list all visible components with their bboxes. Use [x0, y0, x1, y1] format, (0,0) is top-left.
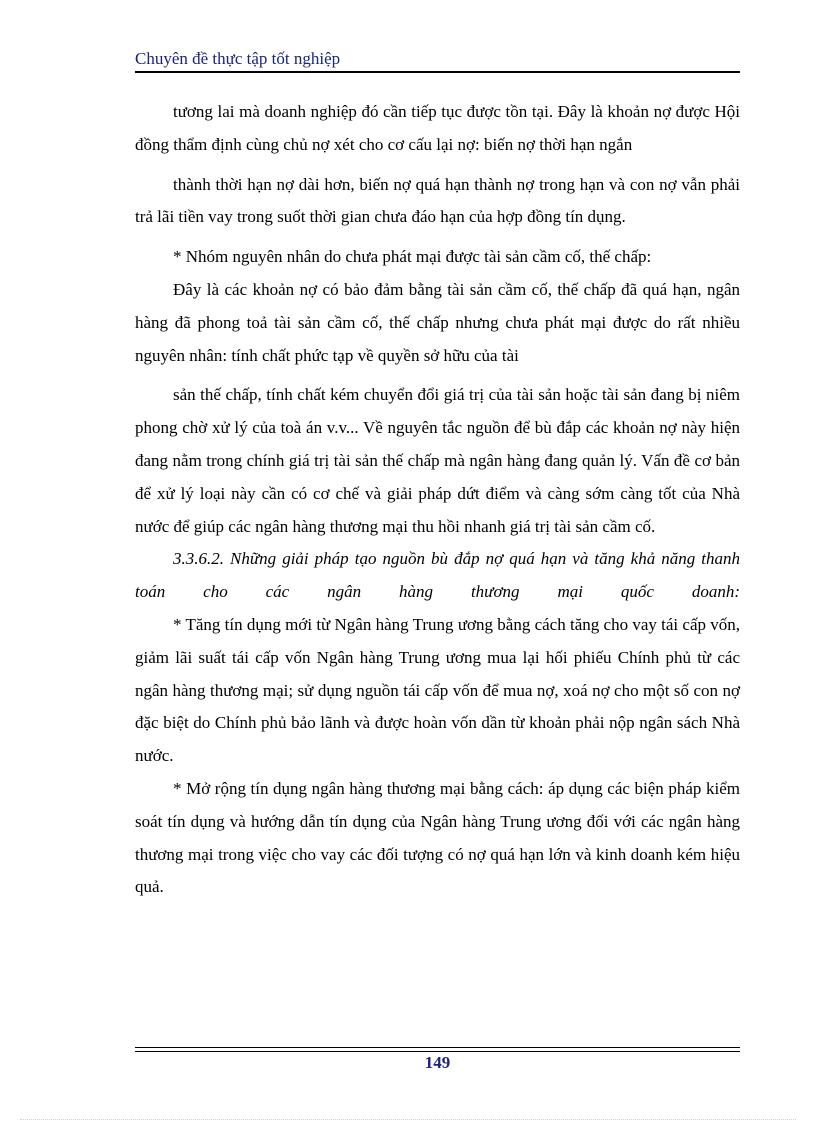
paragraph-7: * Mở rộng tín dụng ngân hàng thương mại bằng cách: áp dụng các biện pháp kiểm soát tín dụng và hướng dẫn tín dụng của Ngân hàng Trung ương đối với các ngân hàng thương mại trong việc cho vay các đối tượng có nợ quá hạn lớn và kinh doanh kém hiệu quả.: [135, 778, 740, 897]
paragraph-4: Đây là các khoản nợ có bảo đảm bằng tài sản cầm cố, thế chấp đã quá hạn, ngân hàng đã phong toả tài sản cầm cố, thế chấp nhưng chưa phát mại được do rất nhiều nguyên nhân: tính chất phức tạp về quyền sở hữu của tài: [135, 279, 740, 365]
paragraph-3: * Nhóm nguyên nhân do chưa phát mại được tài sản cầm cố, thế chấp:: [173, 247, 652, 267]
page-number: 149: [424, 1053, 451, 1072]
page-edge-line: [20, 1119, 796, 1120]
paragraph-5: sản thế chấp, tính chất kém chuyển đổi giá trị của tài sản hoặc tài sản đang bị niêm phong chờ xử lý của toà án v.v... Về nguyên tắc nguồn để bù đắp các khoản nợ này hiện đang nằm trong chính giá trị tài sản thế chấp mà ngân hàng đang quản lý. Vấn đề cơ bản để xử lý loại này cần có cơ chế và giải pháp dứt điểm và càng sớm càng tốt của Nhà nước để giúp các ngân hàng thương mại thu hồi nhanh giá trị tài sản cầm cố.: [135, 385, 740, 536]
footer-divider: [135, 1047, 740, 1052]
paragraph-2: thành thời hạn nợ dài hơn, biến nợ quá hạn thành nợ trong hạn và con nợ vẫn phải trả lãi tiền vay trong suốt thời gian chưa đáo hạn của hợp đồng tín dụng.: [135, 174, 740, 227]
paragraph-6: * Tăng tín dụng mới từ Ngân hàng Trung ương bằng cách tăng cho vay tái cấp vốn, giảm lãi suất tái cấp vốn Ngân hàng Trung ương mua lại hối phiếu Chính phủ từ các ngân hàng thương mại; sử dụng nguồn tái cấp vốn để mua nợ, xoá nợ cho một số con nợ đặc biệt do Chính phủ bảo lãnh và được hoàn vốn dần từ khoản phải nộp ngân sách Nhà nước.: [135, 614, 740, 766]
header-title: Chuyên đề thực tập tốt nghiệp: [135, 49, 341, 68]
document-body: [135, 96, 740, 904]
paragraph-1: tương lai mà doanh nghiệp đó cần tiếp tục được tồn tại. Đây là khoản nợ được Hội đồng thẩm định cùng chủ nợ xét cho cơ cấu lại nợ: biến nợ thời hạn ngắn: [135, 102, 740, 154]
page-header: [135, 48, 740, 73]
section-heading: 3.3.6.2. Những giải pháp tạo nguồn bù đắp nợ quá hạn và tăng khả năng thanh toán cho các ngân hàng thương mại quốc doanh:: [135, 549, 740, 602]
